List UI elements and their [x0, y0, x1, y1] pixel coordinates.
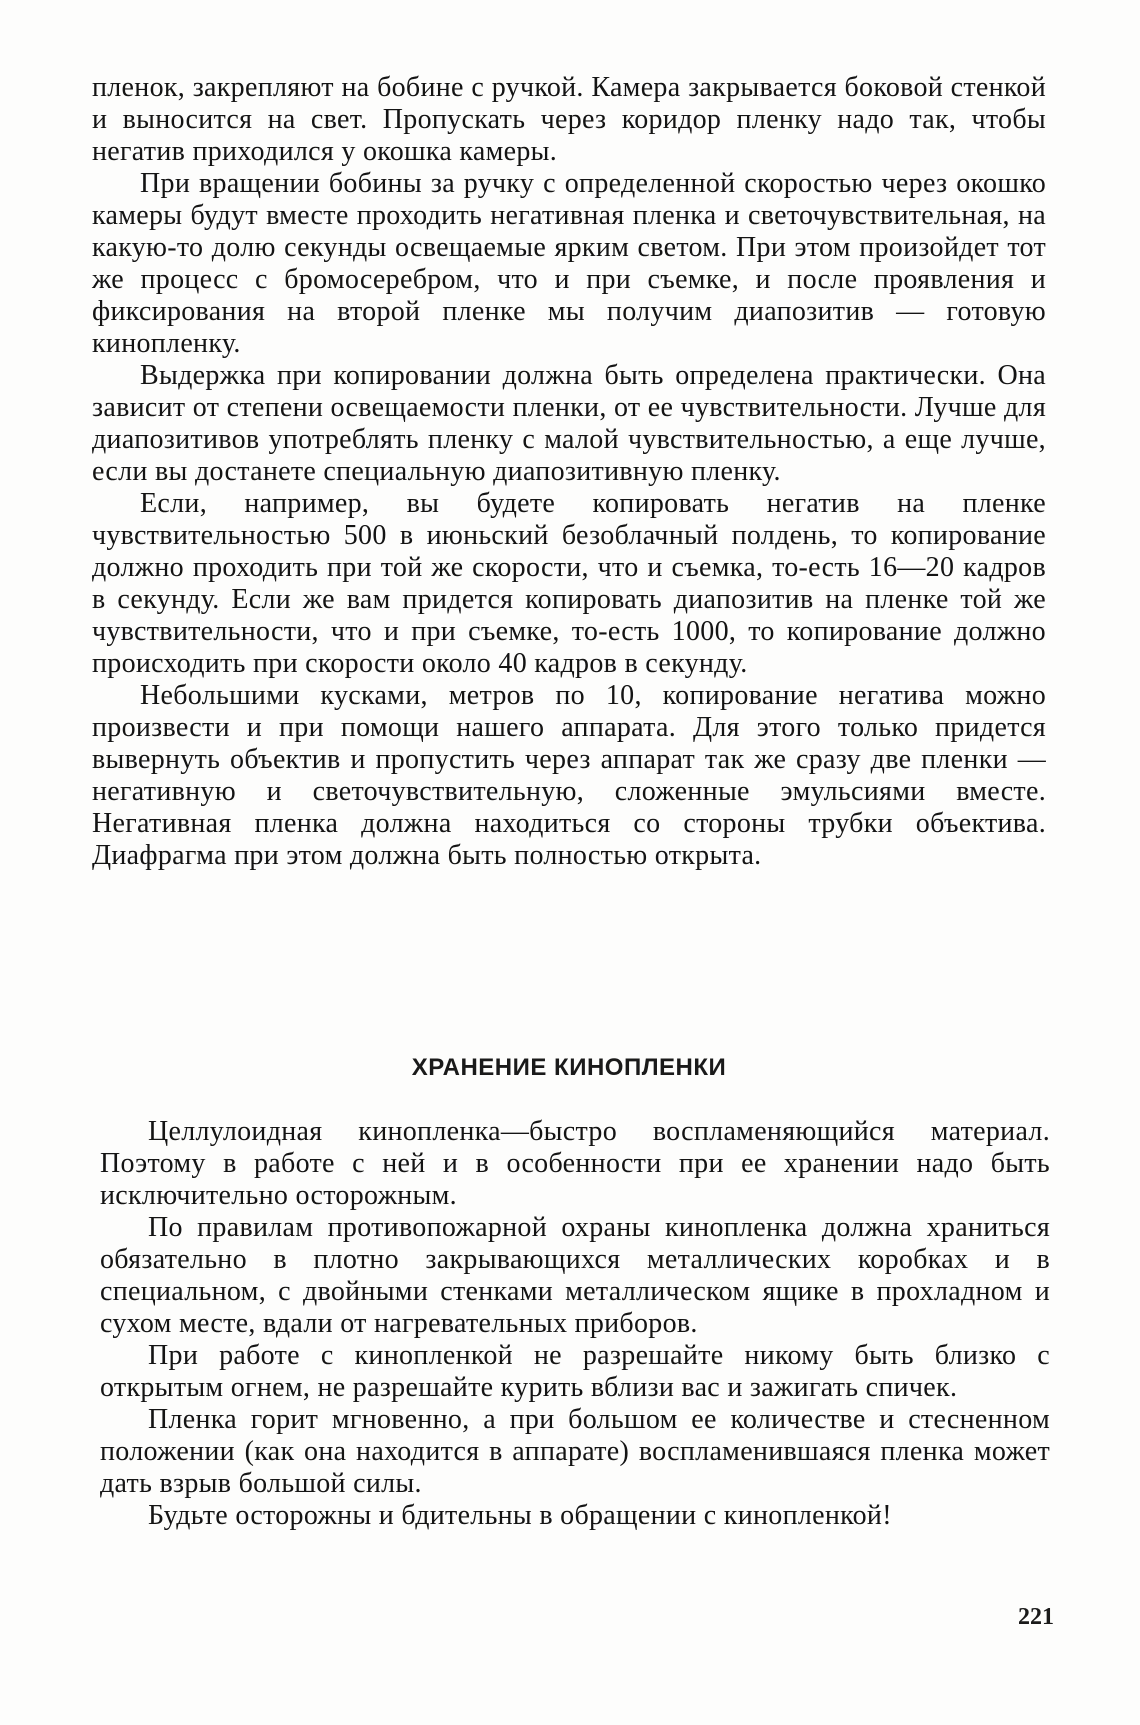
body-text-top [92, 72, 1046, 872]
paragraph: пленок, закрепляют на бобине с ручкой. Камера закрывается боковой стенкой и выносится на свет. Пропускать через коридор пленку надо так, чтобы негатив приходился у окошка камеры. [92, 72, 1046, 167]
paragraph: Целлулоидная кинопленка—быстро воспламеняющийся материал. Поэтому в работе с ней и в особенности при ее хранении надо быть исключительно осторожным. [100, 1116, 1050, 1211]
paragraph: При работе с кинопленкой не разрешайте никому быть близко с открытым огнем, не разрешайте курить вблизи вас и зажигать спичек. [100, 1340, 1050, 1403]
paragraph: Пленка горит мгновенно, а при большом ее количестве и стесненном положении (как она находится в аппарате) воспламенившаяся пленка может дать взрыв большой силы. [100, 1404, 1050, 1499]
page-number: 221 [1018, 1604, 1054, 1630]
paragraph: Если, например, вы будете копировать негатив на пленке чувствительностью 500 в июньский безоблачный полдень, то копирование должно проходить при той же скорости, что и съемка, то-есть 16—20 кадров в секунду. Если же вам придется копировать диапозитив на пленке той же чувствительности, что и при съемке, то-есть 1000, то копирование должно происходить при скорости около 40 кадров в секунду. [92, 488, 1046, 679]
paragraph: Небольшими кусками, метров по 10, копирование негатива можно произвести и при помощи нашего аппарата. Для этого только придется вывернуть объектив и пропустить через аппарат так же сразу две пленки — негативную и светочувствительную, сложенные эмульсиями вместе. Негативная пленка должна находиться со стороны трубки объектива. Диафрагма при этом должна быть полностью открыта. [92, 680, 1046, 871]
section-heading: ХРАНЕНИЕ КИНОПЛЕНКИ [411, 1054, 727, 1081]
paragraph: Будьте осторожны и бдительны в обращении с кинопленкой! [148, 1500, 892, 1531]
body-text-bottom [100, 1116, 1050, 1532]
paragraph: По правилам противопожарной охраны кинопленка должна храниться обязательно в плотно закрывающихся металлических коробках и в специальном, с двойными стенками металлическом ящике в прохладном и сухом месте, вдали от нагревательных приборов. [100, 1212, 1050, 1339]
paragraph: Выдержка при копировании должна быть определена практически. Она зависит от степени освещаемости пленки, от ее чувствительности. Лучше для диапозитивов употреблять пленку с малой чувствительностью, а еще лучше, если вы достанете специальную диапозитивную пленку. [92, 360, 1046, 487]
paragraph: При вращении бобины за ручку с определенной скоростью через окошко камеры будут вместе проходить негативная пленка и светочувствительная, на какую-то долю секунды освещаемые ярким светом. При этом произойдет тот же процесс с бромосеребром, что и при съемке, и после проявления и фиксирования на второй пленке мы получим диапозитив — готовую кинопленку. [92, 168, 1046, 359]
